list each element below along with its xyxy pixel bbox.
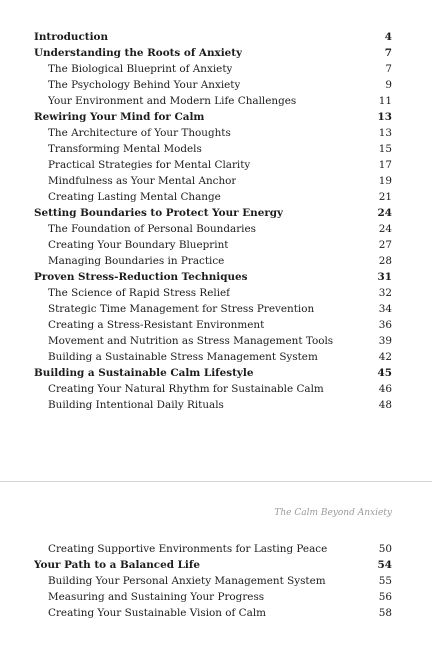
toc-entry-page: 39: [378, 335, 392, 347]
toc-entry-label: Setting Boundaries to Protect Your Energy: [34, 207, 284, 219]
toc-entry-section[interactable]: [34, 221, 392, 237]
toc-entry-page: 13: [377, 111, 392, 123]
toc-entry-page: 56: [378, 591, 392, 603]
toc-entry-chapter[interactable]: [34, 45, 392, 61]
toc-entry-section[interactable]: [34, 317, 392, 333]
toc-entry-section[interactable]: [34, 61, 392, 77]
toc-entry-section[interactable]: [34, 77, 392, 93]
toc-entry-page: 19: [378, 175, 392, 187]
toc-entry-page: 28: [378, 255, 392, 267]
toc-entry-page: 42: [378, 351, 392, 363]
toc-entry-section[interactable]: [34, 157, 392, 173]
toc-entry-label: The Science of Rapid Stress Relief: [48, 287, 231, 299]
toc-entry-label: Creating a Stress-Resistant Environment: [48, 319, 265, 331]
toc-entry-label: Building Intentional Daily Rituals: [48, 399, 224, 411]
toc-entry-label: Understanding the Roots of Anxiety: [34, 47, 243, 59]
toc-entry-section[interactable]: [34, 573, 392, 589]
toc-entry-page: 24: [377, 207, 392, 219]
toc-entry-label: Movement and Nutrition as Stress Management Tools: [48, 335, 334, 347]
toc-entry-page: 4: [384, 31, 392, 43]
toc-entry-page: 54: [377, 559, 392, 571]
toc-entry-page: 7: [384, 47, 392, 59]
toc-entry-chapter[interactable]: [34, 557, 392, 573]
toc-entry-page: 21: [378, 191, 392, 203]
toc-entry-section[interactable]: [34, 93, 392, 109]
toc-entry-section[interactable]: [34, 381, 392, 397]
toc-entry-label: Creating Supportive Environments for Lasting Peace: [48, 543, 328, 555]
toc-entry-label: Your Environment and Modern Life Challenges: [48, 95, 297, 107]
toc-entry-label: The Biological Blueprint of Anxiety: [48, 63, 233, 75]
toc-entry-label: Building Your Personal Anxiety Management System: [48, 575, 326, 587]
toc-entry-page: 50: [378, 543, 392, 555]
toc-entry-label: Creating Lasting Mental Change: [48, 191, 221, 203]
table-of-contents-page-2: [34, 541, 392, 621]
toc-entry-chapter[interactable]: [34, 29, 392, 45]
toc-entry-section[interactable]: [34, 285, 392, 301]
toc-entry-page: 36: [378, 319, 392, 331]
toc-entry-section[interactable]: [34, 125, 392, 141]
toc-entry-page: 32: [378, 287, 392, 299]
toc-entry-label: Transforming Mental Models: [48, 143, 202, 155]
toc-entry-chapter[interactable]: [34, 205, 392, 221]
toc-entry-label: Proven Stress-Reduction Techniques: [34, 271, 248, 283]
toc-entry-label: The Architecture of Your Thoughts: [48, 127, 231, 139]
toc-entry-page: 58: [378, 607, 392, 619]
toc-entry-section[interactable]: [34, 397, 392, 413]
toc-entry-page: 15: [378, 143, 392, 155]
toc-entry-page: 31: [377, 271, 392, 283]
toc-entry-page: 46: [378, 383, 392, 395]
toc-entry-chapter[interactable]: [34, 109, 392, 125]
toc-entry-section[interactable]: [34, 253, 392, 269]
toc-entry-page: 24: [378, 223, 392, 235]
toc-entry-section[interactable]: [34, 541, 392, 557]
toc-entry-label: Creating Your Boundary Blueprint: [48, 239, 229, 251]
toc-entry-label: Practical Strategies for Mental Clarity: [48, 159, 251, 171]
toc-entry-page: 27: [378, 239, 392, 251]
toc-entry-section[interactable]: [34, 237, 392, 253]
toc-entry-section[interactable]: [34, 189, 392, 205]
toc-entry-page: 55: [378, 575, 392, 587]
toc-entry-label: Creating Your Sustainable Vision of Calm: [48, 607, 267, 619]
toc-entry-chapter[interactable]: [34, 365, 392, 381]
toc-entry-section[interactable]: [34, 349, 392, 365]
page-divider: [0, 481, 432, 482]
toc-entry-page: 9: [385, 79, 392, 91]
table-of-contents-page-1: [34, 29, 392, 413]
toc-entry-page: 11: [378, 95, 392, 107]
toc-entry-label: Introduction: [34, 31, 108, 43]
toc-entry-page: 17: [378, 159, 392, 171]
toc-entry-page: 13: [378, 127, 392, 139]
toc-entry-label: The Psychology Behind Your Anxiety: [48, 79, 241, 91]
toc-entry-label: Rewiring Your Mind for Calm: [34, 111, 205, 123]
toc-entry-label: Building a Sustainable Calm Lifestyle: [34, 367, 254, 379]
toc-entry-section[interactable]: [34, 605, 392, 621]
toc-entry-label: Measuring and Sustaining Your Progress: [48, 591, 265, 603]
toc-entry-section[interactable]: [34, 173, 392, 189]
toc-entry-label: Mindfulness as Your Mental Anchor: [48, 175, 237, 187]
toc-entry-section[interactable]: [34, 301, 392, 317]
toc-entry-page: 45: [377, 367, 392, 379]
toc-entry-label: Your Path to a Balanced Life: [34, 559, 200, 571]
toc-entry-label: Building a Sustainable Stress Management System: [48, 351, 318, 363]
toc-entry-label: Managing Boundaries in Practice: [48, 255, 225, 267]
toc-entry-section[interactable]: [34, 589, 392, 605]
toc-entry-label: The Foundation of Personal Boundaries: [48, 223, 256, 235]
toc-entry-section[interactable]: [34, 141, 392, 157]
toc-entry-page: 7: [385, 63, 392, 75]
toc-entry-section[interactable]: [34, 333, 392, 349]
toc-entry-label: Strategic Time Management for Stress Prevention: [48, 303, 315, 315]
toc-entry-label: Creating Your Natural Rhythm for Sustainable Calm: [48, 383, 324, 395]
toc-entry-page: 34: [378, 303, 392, 315]
toc-entry-chapter[interactable]: [34, 269, 392, 285]
toc-entry-page: 48: [378, 399, 392, 411]
running-header: The Calm Beyond Anxiety: [274, 508, 392, 518]
